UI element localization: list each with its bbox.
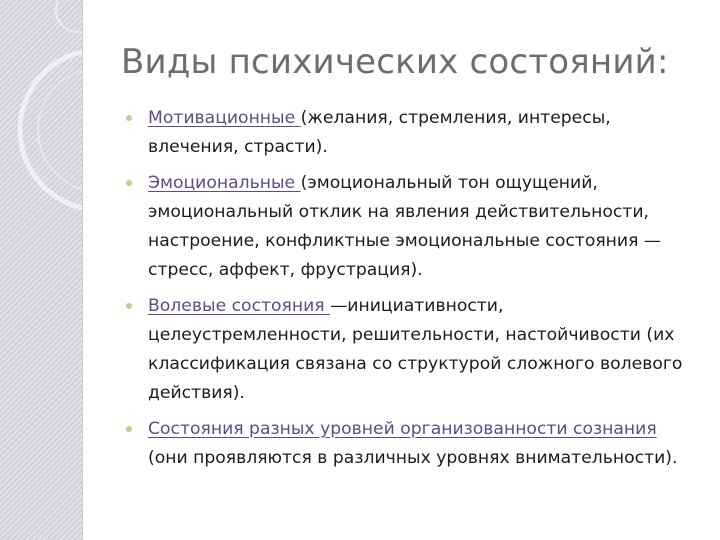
term-link[interactable]: Мотивационные	[148, 108, 301, 128]
term-link[interactable]: Эмоциональные	[148, 173, 301, 193]
term-link[interactable]: Волевые состояния	[148, 296, 331, 316]
term-link[interactable]: Состояния разных уровней организованности сознания	[148, 419, 657, 439]
bullet-text: (желания, стремления, интересы, влечения, страсти).	[148, 108, 611, 157]
decorative-swirl-graphic	[0, 0, 82, 540]
bullet-dot-icon	[126, 426, 132, 432]
slide-title: Виды психических состояний:	[121, 42, 669, 82]
bullet-text: (эмоциональный тон ощущений, эмоциональный отклик на явления действительности, настроение, конфликтные эмоциональные состояния —стресс, аффект, фрустрация).	[148, 173, 662, 280]
bullet-dot-icon	[126, 303, 132, 309]
bullet-text: —инициативности, целеустремленности, решительности, настойчивости (их классификация связана со структурой сложного волевого действия).	[148, 296, 683, 403]
bullet-list	[125, 104, 685, 480]
list-item	[125, 104, 685, 162]
list-item	[125, 169, 685, 285]
list-item	[125, 415, 685, 473]
bullet-dot-icon	[126, 115, 132, 121]
list-item	[125, 292, 685, 408]
bullet-text: (они проявляются в различных уровнях внимательности).	[148, 448, 678, 468]
decorative-side-stripe	[0, 0, 83, 540]
bullet-dot-icon	[126, 180, 132, 186]
